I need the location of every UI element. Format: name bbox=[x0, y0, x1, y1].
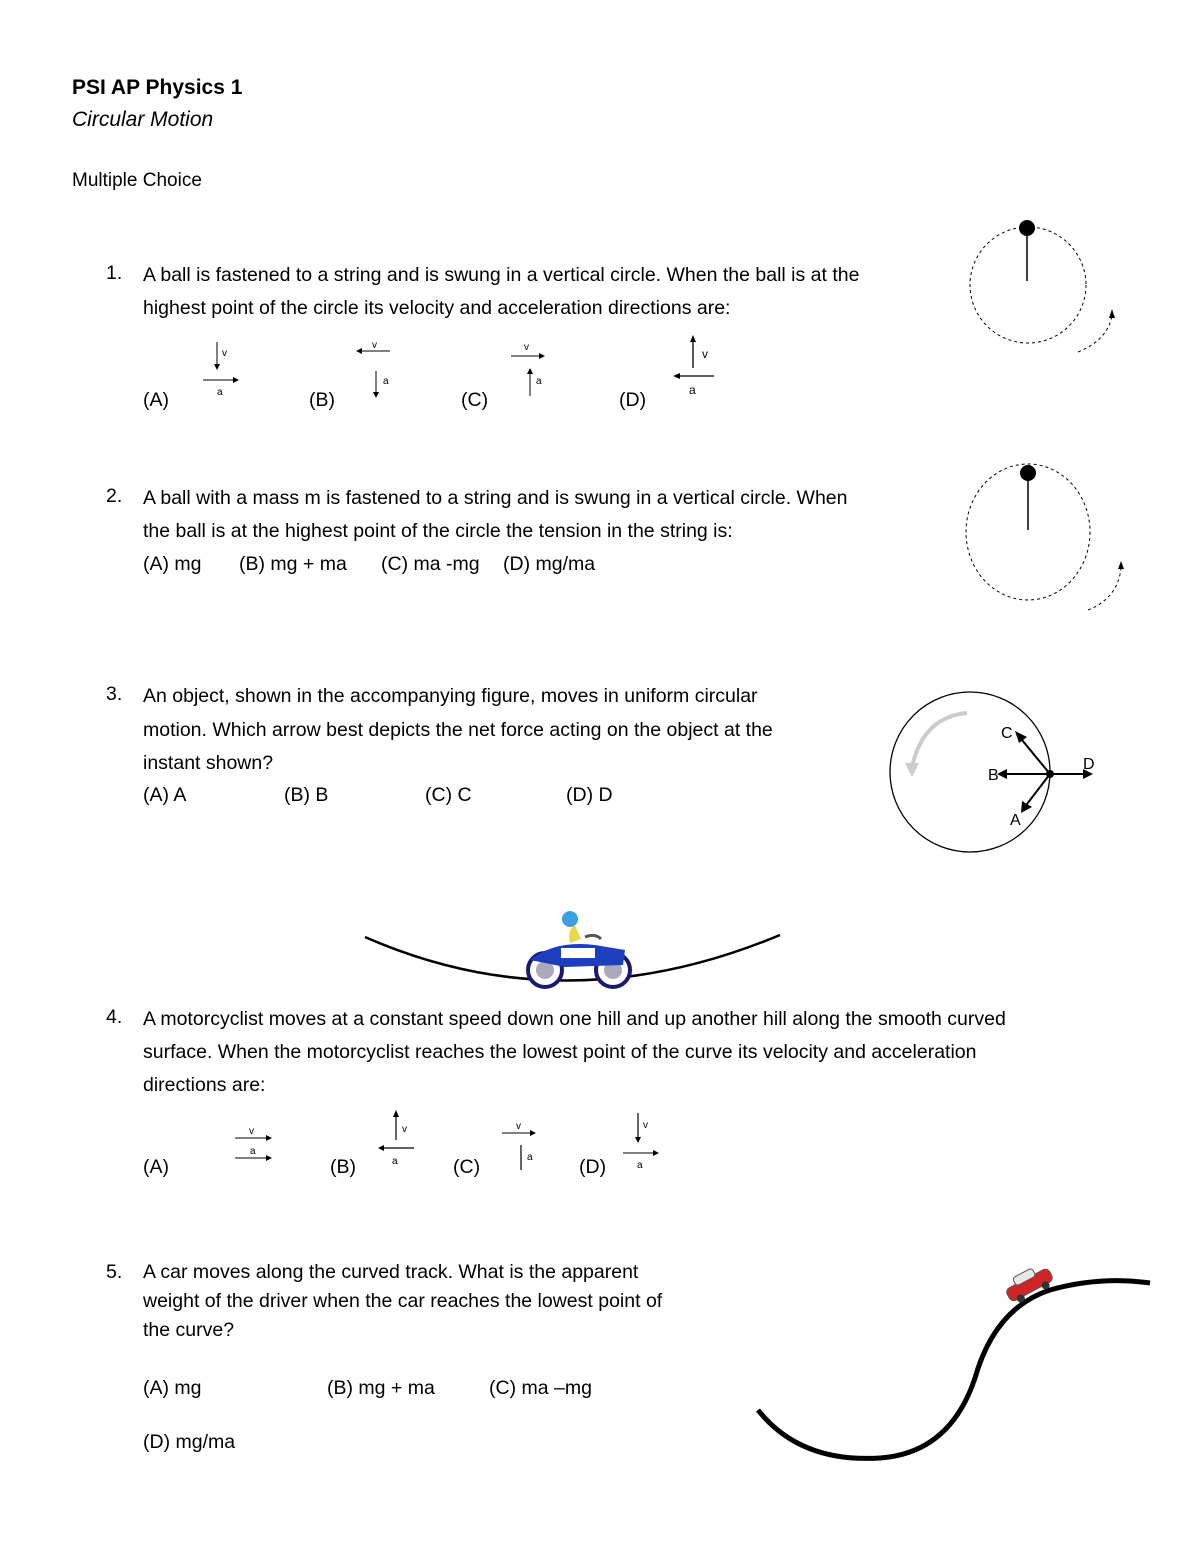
section-heading: Multiple Choice bbox=[72, 170, 202, 191]
a-label: a bbox=[689, 383, 696, 397]
label-a: A bbox=[1010, 812, 1021, 829]
label-d: D bbox=[1083, 756, 1095, 773]
motion-direction-arrow bbox=[912, 713, 967, 767]
ball bbox=[1020, 465, 1036, 481]
question-number: 2. bbox=[106, 485, 123, 507]
option-d[interactable]: (D) mg/ma bbox=[503, 553, 596, 575]
v-label: v bbox=[372, 340, 377, 351]
curved-track-figure bbox=[750, 1268, 1155, 1468]
option-c[interactable]: (C) C bbox=[425, 784, 472, 806]
question-line: An object, shown in the accompanying figure, moves in uniform circular bbox=[143, 685, 758, 707]
option-c[interactable]: (C) bbox=[453, 1156, 481, 1178]
option-c[interactable]: (C) ma –mg bbox=[489, 1377, 592, 1399]
vector-diagram-c bbox=[505, 338, 560, 403]
ball bbox=[1019, 220, 1035, 236]
option-a[interactable]: (A) bbox=[143, 389, 169, 411]
question-number: 1. bbox=[106, 262, 123, 284]
question-number: 3. bbox=[106, 683, 123, 705]
a-label: a bbox=[527, 1152, 533, 1163]
a-label: a bbox=[536, 376, 542, 387]
question-line: A ball with a mass m is fastened to a string and is swung in a vertical circle. When bbox=[143, 487, 848, 509]
label-b: B bbox=[988, 767, 999, 784]
question-line: directions are: bbox=[143, 1074, 266, 1096]
option-b[interactable]: (B) mg + ma bbox=[327, 1377, 435, 1399]
option-d[interactable]: (D) bbox=[579, 1156, 607, 1178]
vertical-circle-figure-1 bbox=[960, 215, 1130, 365]
option-d[interactable]: (D) mg/ma bbox=[143, 1431, 236, 1453]
motorcycle-valley-figure bbox=[355, 905, 790, 1000]
question-number: 4. bbox=[106, 1006, 123, 1028]
option-a[interactable]: (A) mg bbox=[143, 1377, 202, 1399]
option-c[interactable]: (C) bbox=[461, 389, 489, 411]
question-line: highest point of the circle its velocity and acceleration directions are: bbox=[143, 297, 731, 319]
vector-diagram-a bbox=[195, 338, 250, 403]
vertical-circle-figure-2 bbox=[958, 458, 1133, 618]
option-d[interactable]: (D) bbox=[619, 389, 647, 411]
option-d[interactable]: (D) D bbox=[566, 784, 613, 806]
rotation-arrow bbox=[1088, 568, 1121, 610]
rotation-arrow bbox=[1078, 315, 1112, 352]
label-c: C bbox=[1001, 725, 1013, 742]
v-label: v bbox=[402, 1124, 407, 1135]
vector-diagram-d bbox=[668, 334, 728, 399]
motorcycle-icon bbox=[528, 911, 630, 987]
page-title: PSI AP Physics 1 bbox=[72, 76, 243, 99]
vector-diagram-a bbox=[230, 1120, 280, 1165]
v-label: v bbox=[516, 1121, 521, 1132]
a-label: a bbox=[637, 1160, 643, 1170]
v-label: v bbox=[643, 1120, 648, 1131]
question-line: A motorcyclist moves at a constant speed down one hill and up another hill along the smooth curved bbox=[143, 1008, 1006, 1030]
page-subtitle: Circular Motion bbox=[72, 108, 214, 131]
question-line: surface. When the motorcyclist reaches the lowest point of the curve its velocity and acceleration bbox=[143, 1041, 977, 1063]
v-label: v bbox=[524, 342, 529, 353]
question-line: the curve? bbox=[143, 1319, 235, 1341]
a-label: a bbox=[217, 387, 223, 398]
question-line: A ball is fastened to a string and is swung in a vertical circle. When the ball is at the bbox=[143, 264, 860, 286]
option-a[interactable]: (A) bbox=[143, 1156, 169, 1178]
question-line: weight of the driver when the car reaches the lowest point of bbox=[143, 1290, 663, 1312]
v-label: v bbox=[222, 348, 227, 359]
option-b[interactable]: (B) bbox=[309, 389, 335, 411]
v-label: v bbox=[702, 347, 708, 361]
option-b[interactable]: (B) bbox=[330, 1156, 356, 1178]
question-line: instant shown? bbox=[143, 752, 274, 774]
a-label: a bbox=[392, 1156, 398, 1167]
option-b[interactable]: (B) mg + ma bbox=[239, 553, 347, 575]
vector-diagram-b bbox=[350, 338, 405, 403]
option-c[interactable]: (C) ma -mg bbox=[381, 553, 480, 575]
option-b[interactable]: (B) B bbox=[284, 784, 329, 806]
question-line: the ball is at the highest point of the circle the tension in the string is: bbox=[143, 520, 733, 542]
vector-diagram-d bbox=[620, 1110, 670, 1170]
curved-track bbox=[758, 1281, 1150, 1459]
a-label: a bbox=[383, 376, 389, 387]
vector-diagram-c bbox=[498, 1118, 548, 1173]
option-a[interactable]: (A) mg bbox=[143, 553, 202, 575]
a-label: a bbox=[250, 1146, 256, 1157]
vector-diagram-b bbox=[372, 1108, 422, 1168]
v-label: v bbox=[249, 1126, 254, 1137]
question-line: A car moves along the curved track. What is the apparent bbox=[143, 1261, 639, 1283]
question-line: motion. Which arrow best depicts the net force acting on the object at the bbox=[143, 719, 773, 741]
option-a[interactable]: (A) A bbox=[143, 784, 187, 806]
question-number: 5. bbox=[106, 1261, 123, 1283]
uniform-circular-motion-figure bbox=[885, 685, 1110, 860]
